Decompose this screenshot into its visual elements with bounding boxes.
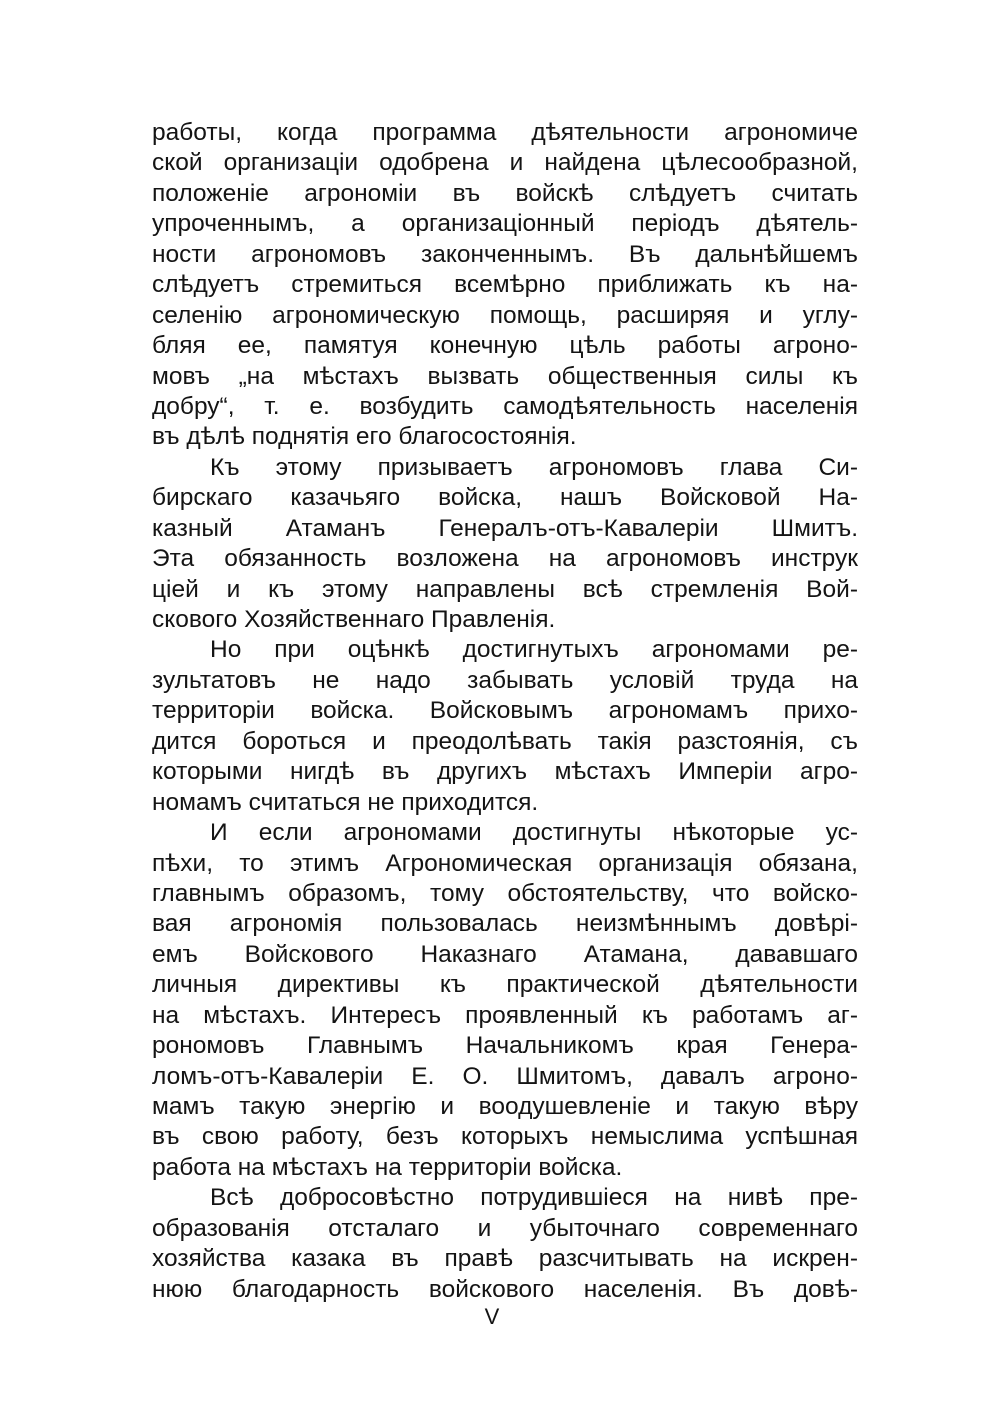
text-line: ности агрономовъ законченнымъ. Въ дальнѣйшемъ	[152, 240, 858, 268]
text-line: рономовъ Главнымъ Начальникомъ края Генера-	[152, 1032, 858, 1060]
text-line: селенію агрономическую помощь, расширяя и углу-	[152, 301, 858, 329]
text-line: емъ Войскового Наказнаго Атамана, дававшаго	[152, 940, 858, 968]
text-line: въ дѣлѣ поднятія его благосостоянія.	[152, 423, 577, 451]
text-line: И если агрономами достигнуты нѣкоторые ус-	[210, 819, 858, 847]
paragraph	[152, 818, 858, 1183]
paragraph	[152, 118, 858, 453]
text-line: бляя ее, памятуя конечную цѣль работы агроно-	[152, 332, 858, 360]
text-line: работы, когда программа дѣятельности агрономиче	[152, 119, 858, 146]
paragraph	[152, 453, 858, 636]
text-line: зультатовъ не надо забывать условій труда на	[152, 666, 858, 694]
page-number: V	[484, 1304, 500, 1329]
text-line: образованія отсталаго и убыточнаго современнаго	[152, 1214, 858, 1242]
text-line: работа на мѣстахъ на территоріи войска.	[152, 1153, 623, 1181]
paragraph	[152, 1183, 858, 1305]
text-line: Эта обязанность возложена на агрономовъ инструк	[152, 545, 858, 573]
text-line: хозяйства казака въ правѣ разсчитывать на искрен-	[152, 1245, 858, 1273]
text-line: ской организаціи одобрена и найдена цѣлесообразной,	[152, 149, 858, 177]
body-text	[152, 118, 858, 1305]
text-line: личныя директивы къ практической дѣятельности	[152, 971, 858, 999]
text-line: ціей и къ этому направлены всѣ стремленія Вой-	[152, 575, 858, 603]
paragraph	[152, 635, 858, 818]
text-line: Къ этому призываетъ агрономовъ глава Си-	[210, 453, 858, 481]
text-line: на мѣстахъ. Интересъ проявленный къ работамъ аг-	[152, 1001, 858, 1029]
text-line: главнымъ образомъ, тому обстоятельству, что войско-	[152, 879, 858, 907]
text-line: мамъ такую энергію и воодушевленіе и такую вѣру	[152, 1093, 858, 1120]
text-line: положеніе агрономіи въ войскѣ слѣдуетъ считать	[152, 179, 858, 207]
text-line: которыми нигдѣ въ другихъ мѣстахъ Имперіи агро-	[152, 758, 858, 786]
text-line: пѣхи, то этимъ Агрономическая организація обязана,	[152, 849, 858, 877]
text-line: Всѣ добросовѣстно потрудившіеся на нивѣ пре-	[210, 1184, 858, 1212]
text-line: вая агрономія пользовалась неизмѣннымъ довѣрі-	[152, 910, 858, 938]
text-line: добру“, т. е. возбудить самодѣятельность населенія	[152, 392, 858, 420]
text-line: казный Атаманъ Генералъ-отъ-Кавалеріи Шмитъ.	[152, 514, 858, 542]
text-line: упроченнымъ, а организаціонный періодъ дѣятель-	[152, 210, 858, 238]
text-line: въ свою работу, безъ которыхъ немыслима успѣшная	[152, 1123, 858, 1151]
text-line: Но при оцѣнкѣ достигнутыхъ агрономами ре-	[210, 636, 858, 664]
text-line: слѣдуетъ стремиться всемѣрно приближать къ на-	[152, 271, 858, 299]
text-line: мовъ „на мѣстахъ вызвать общественныя силы къ	[152, 362, 858, 390]
text-line: ломъ-отъ-Кавалеріи Е. О. Шмитомъ, давалъ агроно-	[152, 1062, 858, 1090]
text-line: дится бороться и преодолѣвать такія разстоянія, съ	[152, 727, 858, 755]
text-line: номамъ считаться не приходится.	[152, 788, 539, 816]
text-line: нюю благодарность войскового населенія. Въ довѣ-	[152, 1275, 858, 1303]
text-line: территоріи войска. Войсковымъ агрономамъ прихо-	[152, 697, 858, 725]
text-line: скового Хозяйственнаго Правленія.	[152, 606, 556, 633]
text-line: бирскаго казачьяго войска, нашъ Войсковой На-	[152, 484, 858, 512]
